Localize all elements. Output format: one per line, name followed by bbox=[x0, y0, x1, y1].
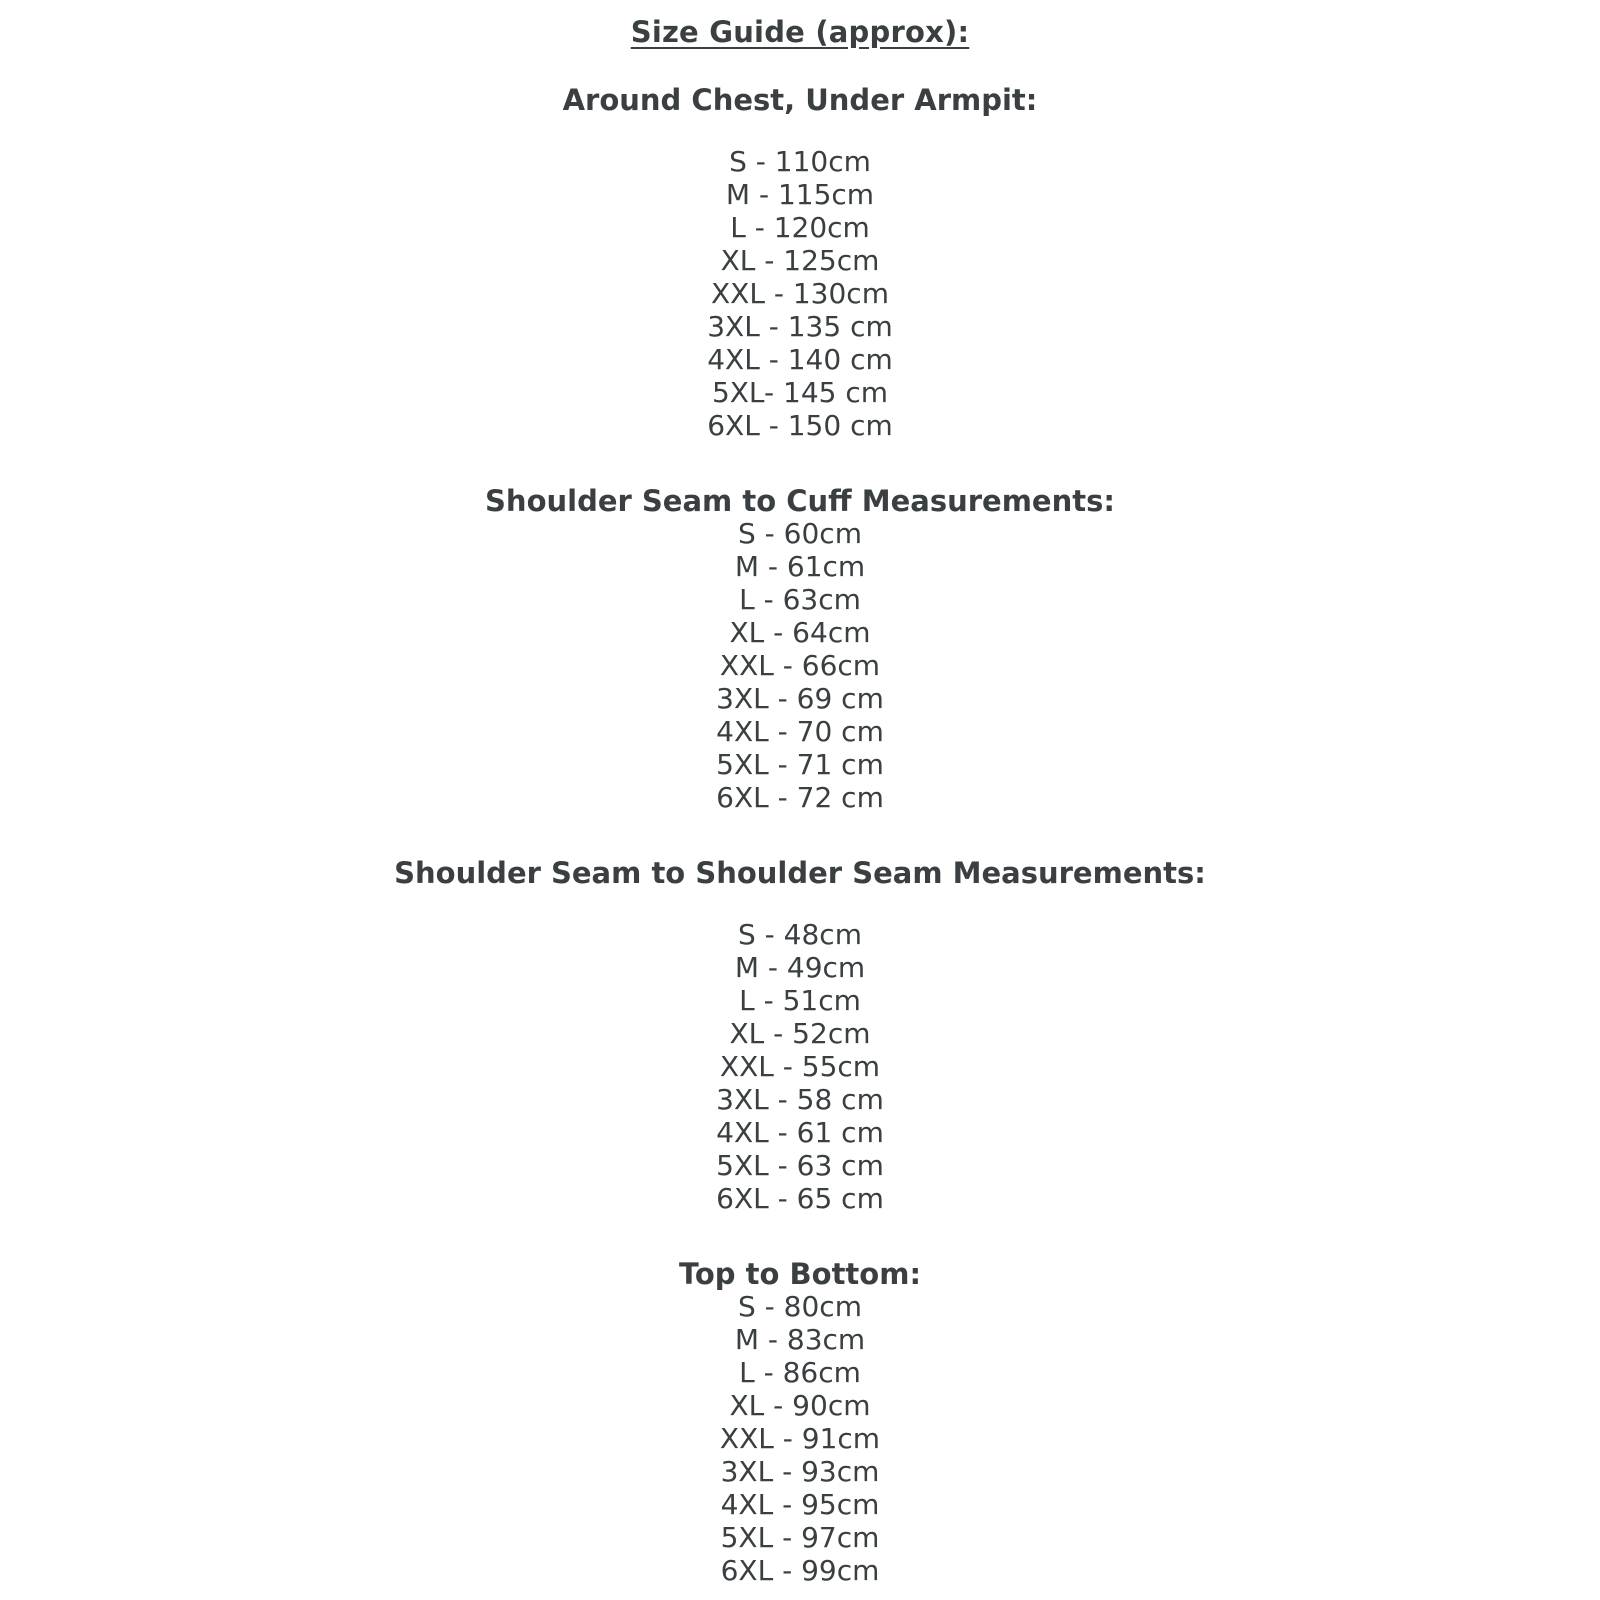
measurement-row: 4XL - 95cm bbox=[720, 1487, 880, 1521]
measurement-row: 4XL - 61 cm bbox=[716, 1116, 884, 1150]
measurement-list bbox=[0, 517, 1600, 814]
section-heading: Around Chest, Under Armpit: bbox=[562, 83, 1038, 117]
measurement-row: XXL - 66cm bbox=[719, 648, 881, 682]
measurement-row: L - 63cm bbox=[739, 582, 861, 616]
measurement-row: S - 110cm bbox=[729, 145, 871, 179]
measurement-row: L - 86cm bbox=[739, 1355, 861, 1389]
measurement-row: M - 49cm bbox=[734, 951, 866, 985]
section-heading: Shoulder Seam to Shoulder Seam Measurements: bbox=[394, 855, 1206, 890]
measurement-row: XL - 64cm bbox=[729, 615, 871, 649]
measurement-row: L - 120cm bbox=[730, 211, 870, 245]
measurement-row: 6XL - 150 cm bbox=[707, 409, 893, 443]
measurement-row: 5XL - 71 cm bbox=[716, 747, 884, 781]
measurement-row: 3XL - 69 cm bbox=[716, 681, 884, 715]
measurement-row: 5XL- 145 cm bbox=[711, 376, 889, 410]
measurement-row: 3XL - 135 cm bbox=[707, 310, 893, 344]
measurement-row: XL - 52cm bbox=[729, 1017, 871, 1051]
spacer bbox=[0, 442, 1600, 486]
measurement-row: XL - 90cm bbox=[729, 1388, 871, 1422]
measurement-row: M - 61cm bbox=[734, 549, 866, 583]
measurement-row: 6XL - 65 cm bbox=[716, 1182, 884, 1216]
measurement-row: XXL - 91cm bbox=[719, 1421, 881, 1455]
measurement-row: XL - 125cm bbox=[720, 244, 880, 278]
measurement-row: 5XL - 63 cm bbox=[716, 1149, 884, 1183]
measurement-row: 5XL - 97cm bbox=[720, 1520, 880, 1554]
spacer bbox=[0, 1215, 1600, 1259]
measurement-list bbox=[0, 918, 1600, 1215]
measurement-row: 4XL - 70 cm bbox=[716, 714, 884, 748]
page-title: Size Guide (approx): bbox=[630, 15, 970, 49]
section-shoulder-to-shoulder bbox=[0, 855, 1600, 1216]
measurement-row: 6XL - 72 cm bbox=[716, 780, 884, 814]
spacer bbox=[0, 115, 1600, 145]
measurement-row: XXL - 55cm bbox=[719, 1050, 881, 1084]
measurement-row: 6XL - 99cm bbox=[720, 1553, 880, 1587]
measurement-row: 4XL - 140 cm bbox=[707, 343, 893, 377]
section-top-to-bottom bbox=[0, 1259, 1600, 1586]
measurement-row: XXL - 130cm bbox=[711, 277, 889, 311]
measurement-row: L - 51cm bbox=[739, 984, 861, 1018]
section-heading: Shoulder Seam to Cuff Measurements: bbox=[485, 484, 1115, 519]
measurement-row: M - 115cm bbox=[725, 178, 875, 212]
spacer bbox=[0, 55, 1600, 85]
measurement-row: S - 48cm bbox=[738, 918, 862, 952]
section-around-chest bbox=[0, 85, 1600, 442]
measurement-list bbox=[0, 1290, 1600, 1587]
measurement-list bbox=[0, 145, 1600, 442]
spacer bbox=[0, 888, 1600, 918]
spacer bbox=[0, 814, 1600, 858]
section-shoulder-to-cuff bbox=[0, 486, 1600, 813]
section-heading: Top to Bottom: bbox=[678, 1257, 922, 1292]
measurement-row: 3XL - 93cm bbox=[720, 1454, 880, 1488]
measurement-row: M - 83cm bbox=[734, 1322, 866, 1356]
measurement-row: S - 60cm bbox=[738, 516, 862, 550]
measurement-row: S - 80cm bbox=[738, 1289, 862, 1323]
measurement-row: 3XL - 58 cm bbox=[716, 1083, 884, 1117]
